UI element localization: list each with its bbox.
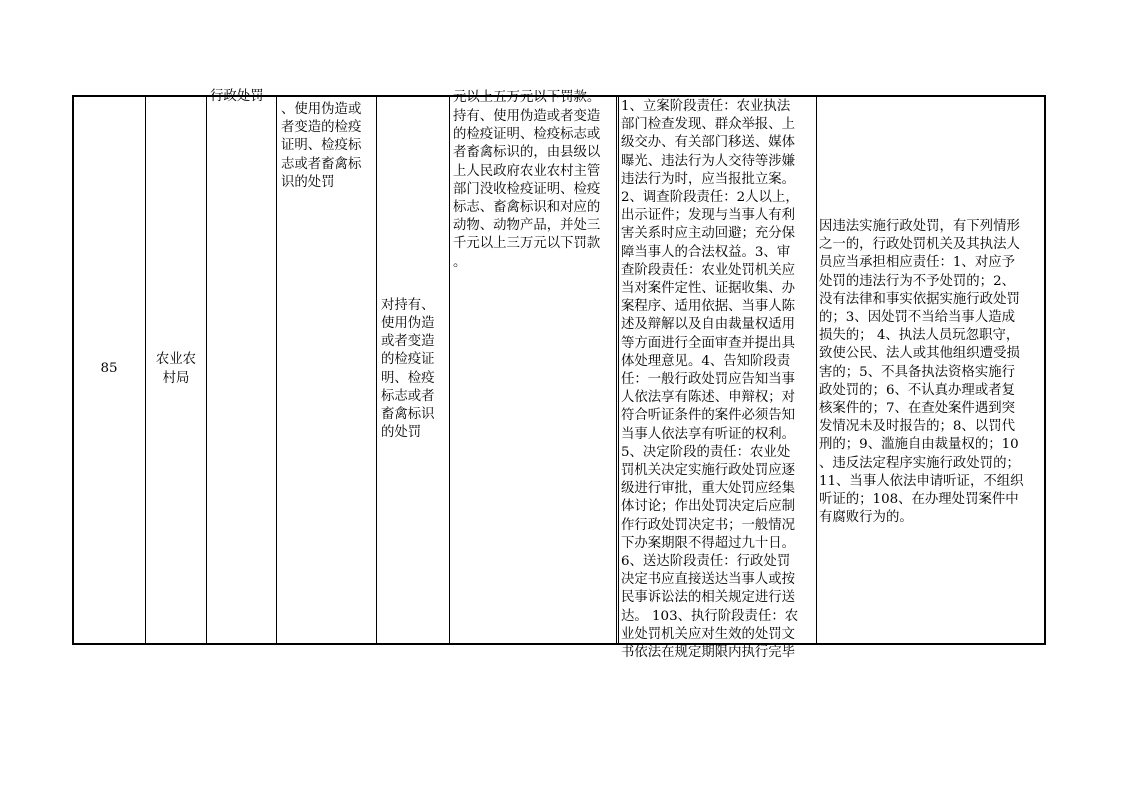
accountability-cell [817, 96, 1044, 643]
table-border-bottom [72, 643, 1046, 645]
item-name: 、使用伪造或 者变造的检疫 证明、检疫标 志或者畜禽标 识的处罚 [281, 102, 362, 190]
category-label: 行政处罚 [210, 89, 264, 104]
legal-basis-text: 持有、使用伪造或者变造 的检疫证明、检疫标志或 者畜禽标识的，由县级以 上人民政府农业农村主管 部门没收检疫证明、检疫 标志、畜禽标识和对应的 动物、动物产品，并处三 千元以上三万元以下罚款 。 [453, 109, 601, 270]
responsibility-text: 1、立案阶段责任：农业执法 部门检查发现、群众举报、上 级交办、有关部门移送、媒体 曝光、违法行为人交待等涉嫌 违法行为时，应当报批立案。 2、调查阶段责任：2人以上， 出示证件；发现与当事人有利 害关系时应主动回避；充分保 障当事人的合法权益。3、审 查阶段责任：农业处罚机关应 当对案件定性、证据收集、办 案程序、适用依据、当事人陈 述及辩解以及自由裁量权适用 等方面进行全面审查并提出具 体处理意见。4、告知阶段责 任：一般行政处罚应告知当事 人依法享有陈述、申辩权；对 符合听证条件的案件必须告知 当事人依法享有听证的权利。 5、决定阶段的责任：农业处 罚机关决定实施行政处罚应逐 级进行审批，重大处罚应经集 体讨论；作出处罚决定后应制 作行政处罚决定书；一般情况 下办案期限不得超过九十日。 6、送达阶段责任：行政处罚 决定书应直接送达当事人或按 民事诉讼法的相关规定进行送 达。 103、执行阶段责任：农 业处罚机关应对生效的处罚文 书依法在规定期限内执行完毕 [621, 99, 799, 661]
column-divider-2 [206, 95, 207, 645]
row-number-cell [73, 96, 145, 643]
row-number: 85 [100, 361, 118, 377]
category-cell [207, 89, 276, 126]
sub-item-name: 对持有、 使用伪造 或者变造 的检疫证 明、检疫 标志或者 畜禽标识 的处罚 [381, 297, 435, 441]
legal-basis-top: 元以上五万元以下罚款。 [453, 90, 601, 105]
legal-basis-cell [450, 90, 616, 643]
accountability-text: 因违法实施行政处罚，有下列情形 之一的，行政处罚机关及其执法人 员应当承担相应责任：1、对应予 处罚的违法行为不予处罚的；2、 没有法律和事实依据实施行政处罚 的；3、因处罚不当给当事人造成 损失的； 4、执法人员玩忽职守， 致使公民、法人或其他组织遭受损 害的；5、不具备执法资格实施行 政处罚的；6、不认真办理或者复 核案件的；7、在查处案件遇到突 发情况未及时报告的；8、以罚代 刑的；9、滥施自由裁量权的；10 、违反法定程序实施行政处罚的； 11、当事人依法申请听证，不组织 听证的；108、在办理处罚案件中 有腐败行为的。 [819, 219, 1024, 526]
item-name-cell [277, 96, 376, 643]
department-cell [146, 96, 206, 643]
table-border-right [1044, 95, 1046, 645]
sub-item-cell [377, 96, 449, 643]
department-name: 农业农 村局 [155, 352, 197, 386]
responsibility-cell [619, 96, 816, 661]
